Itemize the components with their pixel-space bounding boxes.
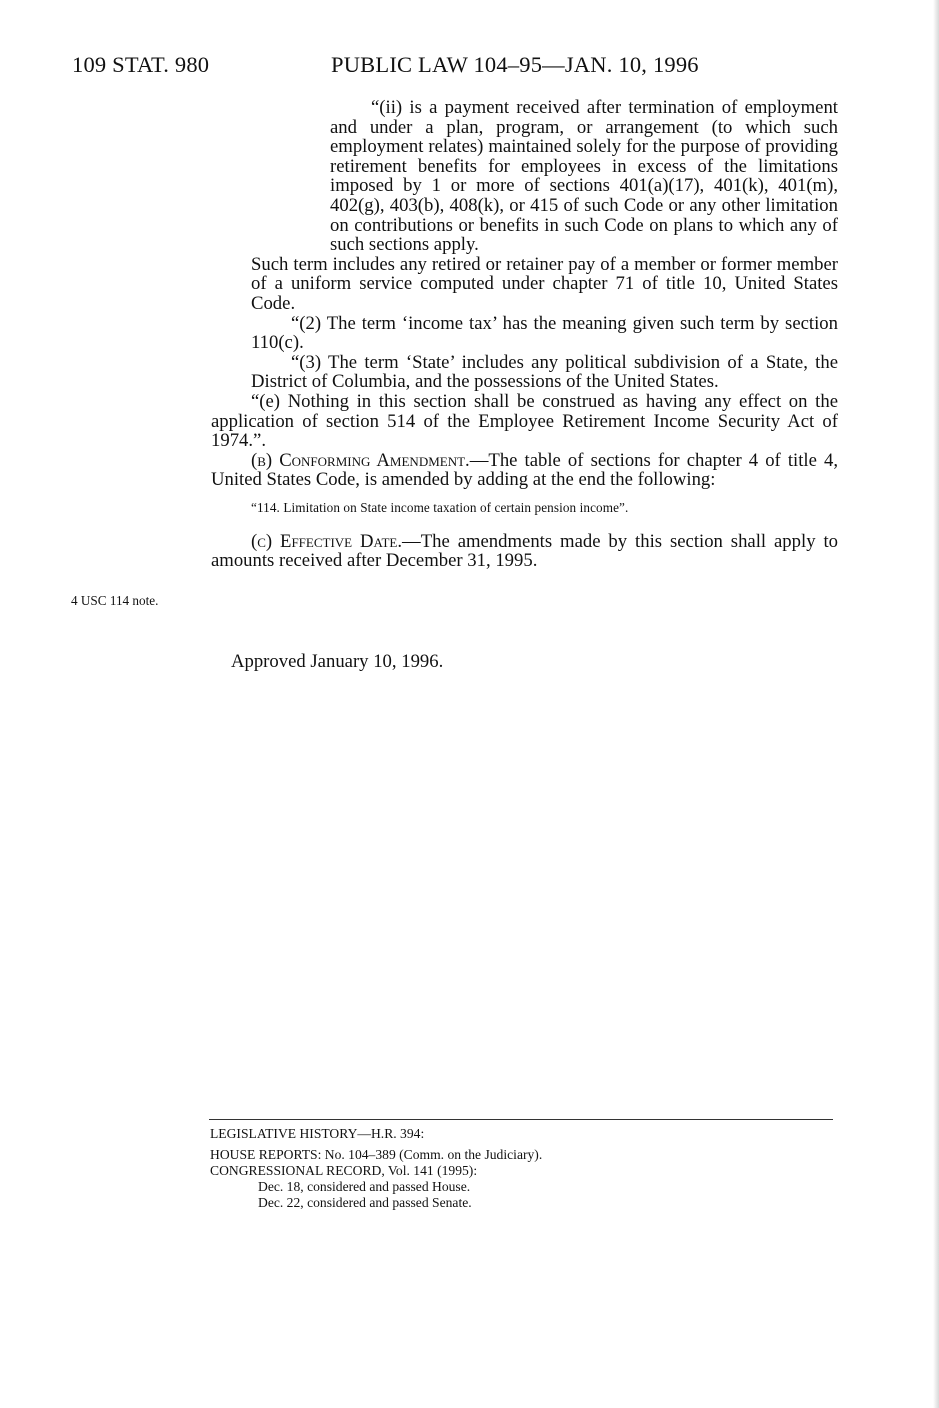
subsection-c-text: —The amendments made by this section shall apply to amounts received after December 31, 1995.: [211, 530, 838, 572]
page-title: PUBLIC LAW 104–95—JAN. 10, 1996: [331, 52, 699, 77]
legislative-history-entry: Dec. 22, considered and passed Senate.: [258, 1195, 472, 1210]
margin-note: 4 USC 114 note.: [71, 593, 159, 608]
subsection-b-text: —The table of sections for chapter 4 of title 4, United States Code, is amended by adding at the end the following:: [211, 449, 839, 491]
subsection-c-heading: (c) Effective Date.: [251, 530, 403, 552]
legislative-history-rule: [209, 1119, 833, 1120]
house-reports-line: HOUSE REPORTS: No. 104–389 (Comm. on the Judiciary).: [210, 1147, 543, 1162]
legislative-history: [210, 1126, 542, 1211]
congressional-record-line: CONGRESSIONAL RECORD, Vol. 141 (1995):: [210, 1163, 478, 1178]
paragraph-2: “(2) The term ‘income tax’ has the meaning given such term by section 110(c).: [251, 312, 838, 354]
paragraph-3: “(3) The term ‘State’ includes any political subdivision of a State, the District of Columbia, and the possessions of the United States.: [251, 351, 838, 393]
clause-ii: “(ii) is a payment received after termination of employment and under a plan, program, or arrangement (to which such employment relates) maintained solely for the purpose of providing retirement benefits for employees in excess of the limitations imposed by 1 or more of sections 401(a)(17), 401(k), 401(m), 402(g), 403(b), 408(k), or 415 of such Code or any other limitation on contributions or benefits in such Code on plans to which any of such sections apply.: [330, 97, 838, 256]
legislative-history-entry: Dec. 18, considered and passed House.: [258, 1179, 471, 1194]
table-of-sections-entry: “114. Limitation on State income taxation of certain pension income”.: [251, 499, 629, 515]
legislative-history-heading: LEGISLATIVE HISTORY—H.R. 394:: [210, 1126, 425, 1141]
statute-text: [211, 98, 838, 571]
stat-reference: 109 STAT. 980: [72, 52, 210, 77]
approval-date: Approved January 10, 1996.: [231, 651, 444, 672]
subsection-e: “(e) Nothing in this section shall be construed as having any effect on the application of section 514 of the Employee Retirement Income Security Act of 1974.”.: [211, 390, 838, 452]
scan-edge-shadow: [933, 0, 939, 1408]
such-term-paragraph: Such term includes any retired or retainer pay of a member or former member of a uniform service computed under chapter 71 of title 10, United States Code.: [251, 253, 838, 314]
subsection-b-heading: (b) Conforming Amendment.: [251, 449, 470, 471]
page-header: [0, 52, 939, 82]
subsection-b: [211, 451, 838, 490]
subsection-c: [211, 532, 838, 571]
